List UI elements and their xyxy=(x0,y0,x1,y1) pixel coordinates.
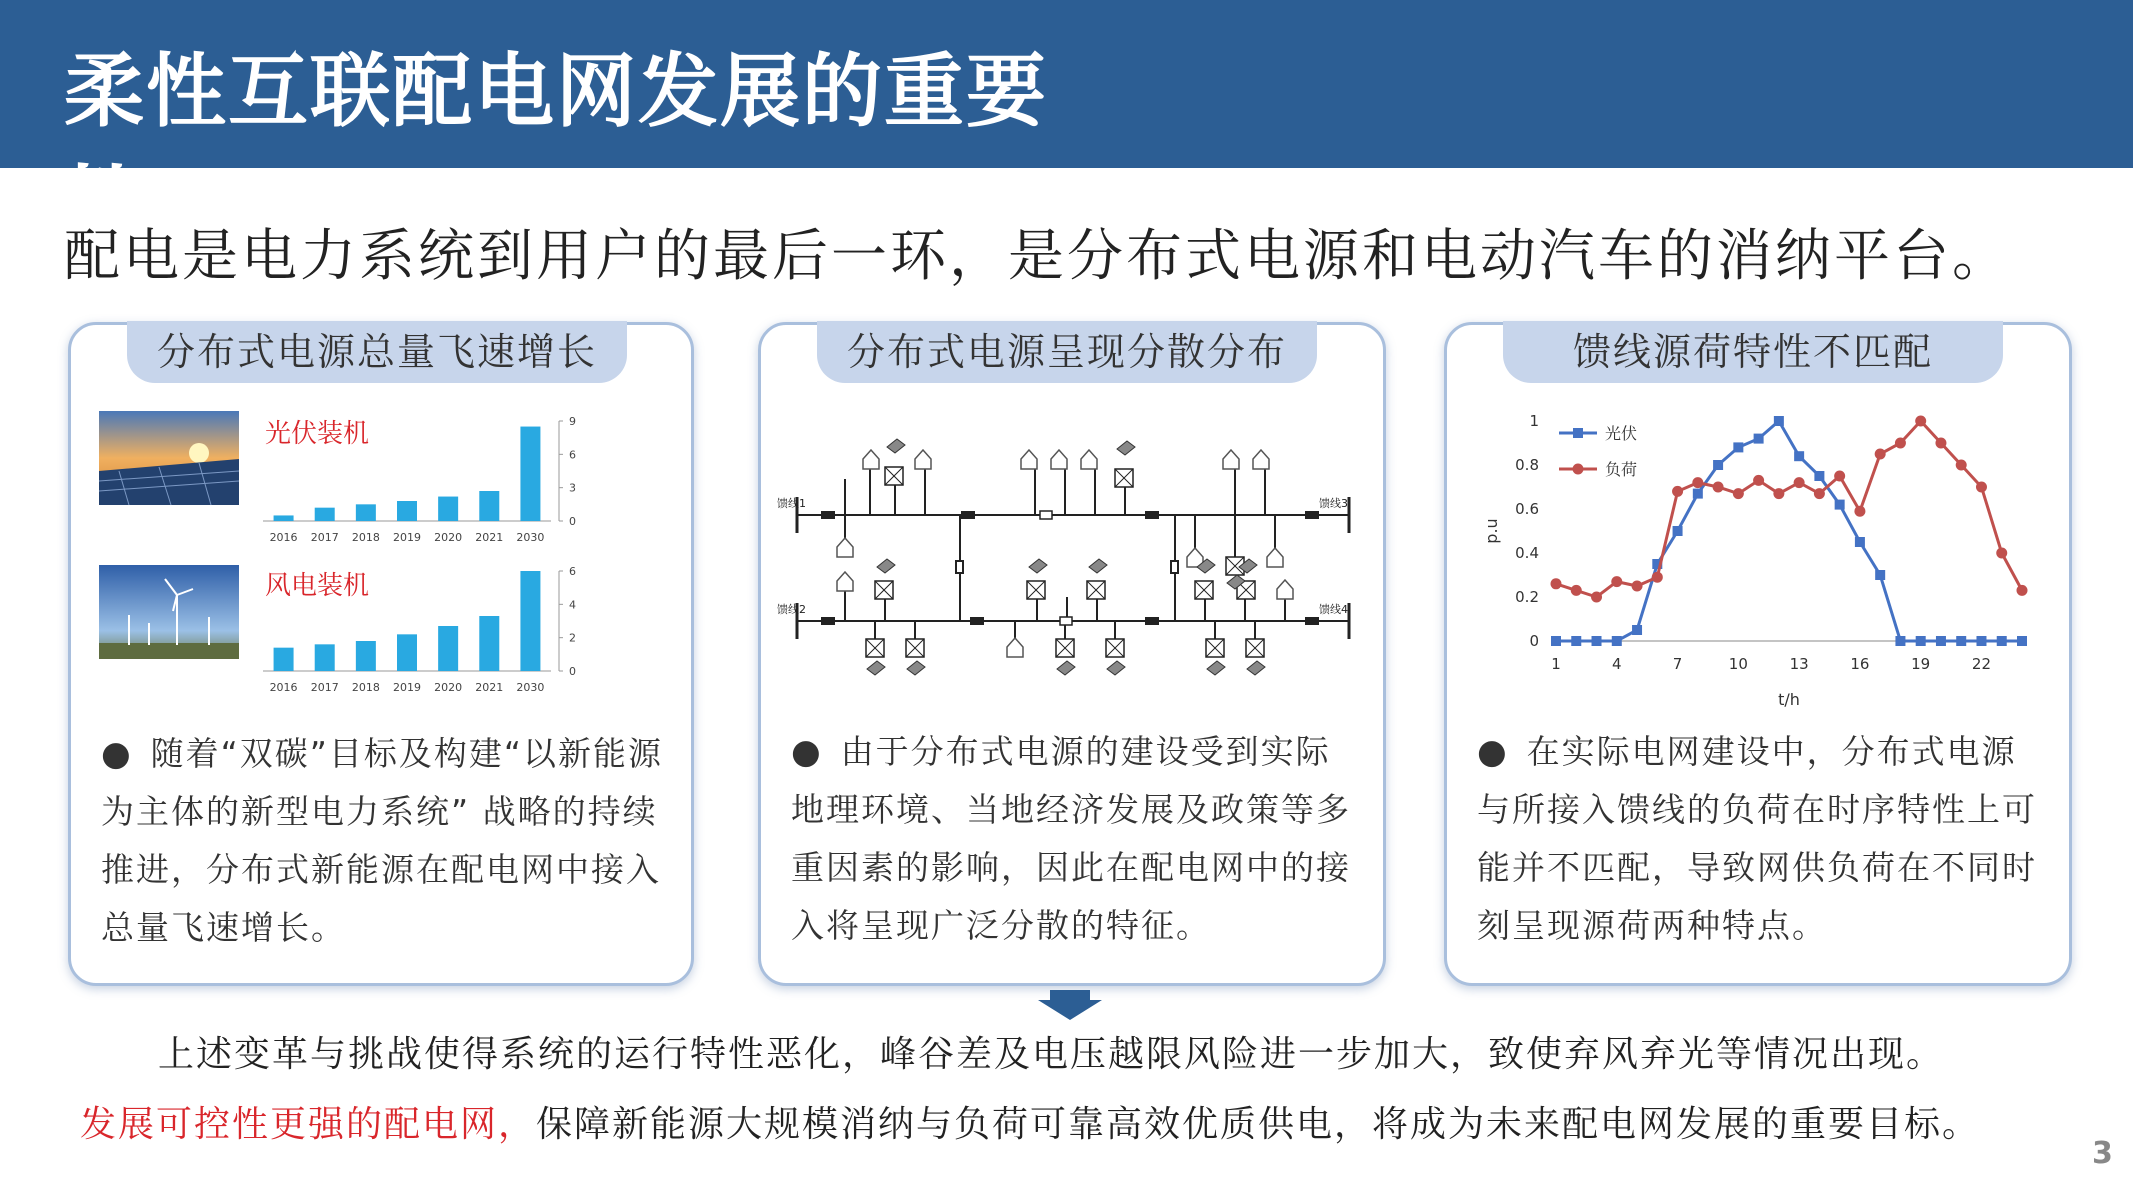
card-body xyxy=(791,723,1361,955)
line-y-axis-label: p.u xyxy=(1482,518,1501,544)
headline: 配电是电力系统到用户的最后一环，是分布式电源和电动汽车的消纳平台。 xyxy=(64,224,2011,289)
wind-bar xyxy=(397,634,417,671)
wind-x-tick-label: 2020 xyxy=(434,681,463,694)
page-number: 3 xyxy=(2092,1136,2113,1171)
wind-y-tick-label: 2 xyxy=(569,631,576,645)
data-point xyxy=(1997,636,2007,646)
data-point xyxy=(2017,636,2027,646)
feeder-label-3: 馈线3 xyxy=(1319,497,1348,510)
data-point xyxy=(1753,475,1764,486)
data-point xyxy=(1814,471,1824,481)
data-point xyxy=(1713,460,1723,470)
conclusion-highlight: 发展可控性更强的配电网， xyxy=(80,1104,537,1145)
pv-load-line-chart xyxy=(1467,409,2047,709)
pv-x-tick-label: 2020 xyxy=(434,531,463,544)
line-x-tick-label: 16 xyxy=(1850,655,1870,673)
line-y-tick-label: 0.4 xyxy=(1515,544,1539,562)
card-growth xyxy=(68,322,694,986)
pv-bar xyxy=(356,504,376,521)
title-bar xyxy=(0,0,2133,250)
pv-x-tick-label: 2019 xyxy=(393,531,421,544)
pv-x-tick-label: 2030 xyxy=(516,531,545,544)
pv-x-tick-label: 2021 xyxy=(475,531,504,544)
data-point xyxy=(1652,572,1663,583)
wind-x-tick-label: 2018 xyxy=(351,681,380,694)
data-point xyxy=(1794,451,1804,461)
line-y-tick-label: 0.8 xyxy=(1515,456,1539,474)
data-point xyxy=(1835,500,1845,510)
line-y-tick-label: 0 xyxy=(1529,632,1539,650)
line-x-tick-label: 19 xyxy=(1911,655,1931,673)
data-point xyxy=(1855,537,1865,547)
page-title: 柔性互联配电网发展的重要性 xyxy=(64,45,1048,250)
wind-x-tick-label: 2019 xyxy=(393,681,421,694)
feeder-label-1: 馈线1 xyxy=(777,497,806,510)
pv-bar xyxy=(438,497,458,521)
data-point xyxy=(1875,449,1886,460)
pv-bar xyxy=(520,427,540,521)
bullet-icon: ● xyxy=(791,732,823,772)
legend-marker xyxy=(1573,464,1584,475)
data-point xyxy=(1915,416,1926,427)
line-y-tick-label: 1 xyxy=(1529,412,1539,430)
data-point xyxy=(1612,636,1622,646)
line-x-tick-label: 4 xyxy=(1612,655,1622,673)
data-point xyxy=(1571,585,1582,596)
line-x-tick-label: 1 xyxy=(1551,655,1561,673)
line-y-tick-label: 0.6 xyxy=(1515,500,1539,518)
card-mismatch xyxy=(1444,322,2072,986)
bullet-icon: ● xyxy=(101,734,133,774)
data-point xyxy=(2017,585,2028,596)
legend-marker xyxy=(1573,428,1583,438)
card-body xyxy=(1477,723,2047,955)
data-point xyxy=(1733,442,1743,452)
bullet-icon: ● xyxy=(1477,732,1509,772)
pv-install-label: 光伏装机 xyxy=(265,419,370,449)
wind-bar xyxy=(315,644,335,671)
down-arrow-icon xyxy=(1038,990,1102,1020)
card-distribution xyxy=(758,322,1386,986)
pv-bar xyxy=(274,515,294,521)
data-point xyxy=(1773,488,1784,499)
data-point xyxy=(1611,576,1622,587)
feeder-label-4: 馈线4 xyxy=(1319,603,1348,616)
card-body xyxy=(101,725,671,957)
card-tab: 馈线源荷特性不匹配 xyxy=(1503,321,2003,383)
line-x-axis-label: t/h xyxy=(1778,690,1800,709)
pv-x-tick-label: 2017 xyxy=(310,531,339,544)
wind-y-tick-label: 4 xyxy=(569,598,576,612)
wind-y-tick-label: 6 xyxy=(569,565,576,578)
data-point xyxy=(1935,438,1946,449)
conclusion-line-2 xyxy=(80,1096,1980,1147)
data-point xyxy=(1976,482,1987,493)
card-body-text: 由于分布式电源的建设受到实际地理环境、当地经济发展及政策等多重因素的影响，因此在配电网中的接入将呈现广泛分散的特征。 xyxy=(791,732,1351,945)
data-point xyxy=(1895,636,1905,646)
data-point xyxy=(1956,636,1966,646)
card-tab: 分布式电源总量飞速增长 xyxy=(127,321,627,383)
line-x-tick-label: 22 xyxy=(1971,655,1992,673)
data-point xyxy=(1673,526,1683,536)
data-point xyxy=(1854,506,1865,517)
series-line-load xyxy=(1556,421,2022,597)
data-point xyxy=(1632,581,1643,592)
data-point xyxy=(1956,460,1967,471)
wind-bar xyxy=(274,648,294,671)
pv-bar xyxy=(397,501,417,521)
legend-label: 光伏 xyxy=(1605,424,1638,443)
wind-bar xyxy=(479,616,499,671)
data-point xyxy=(1551,636,1561,646)
data-point xyxy=(1632,625,1642,635)
data-point xyxy=(1996,548,2007,559)
conclusion-rest: 保障新能源大规模消纳与负荷可靠高效优质供电，将成为未来配电网发展的重要目标。 xyxy=(536,1104,1981,1145)
wind-bar xyxy=(356,641,376,671)
data-point xyxy=(1754,434,1764,444)
data-point xyxy=(1733,488,1744,499)
data-point xyxy=(1693,489,1703,499)
data-point xyxy=(1814,488,1825,499)
pv-y-tick-label: 3 xyxy=(569,481,576,495)
wind-x-tick-label: 2021 xyxy=(475,681,504,694)
data-point xyxy=(1571,636,1581,646)
line-x-tick-label: 7 xyxy=(1672,655,1683,673)
card-body-text: 在实际电网建设中，分布式电源与所接入馈线的负荷在时序特性上可能并不匹配，导致网供负荷在不同时刻呈现源荷两种特点。 xyxy=(1477,732,2037,945)
line-x-tick-label: 10 xyxy=(1728,655,1748,673)
wind-bar xyxy=(438,626,458,671)
wind-farm-photo xyxy=(99,565,239,659)
solar-panel-photo xyxy=(99,411,239,505)
card-tab: 分布式电源呈现分散分布 xyxy=(817,321,1317,383)
pv-bar-chart xyxy=(251,411,671,544)
wind-y-tick-label: 0 xyxy=(569,665,576,678)
pv-y-tick-label: 0 xyxy=(569,515,576,528)
data-point xyxy=(1713,482,1724,493)
line-y-tick-label: 0.2 xyxy=(1515,588,1539,606)
pv-y-tick-label: 9 xyxy=(569,415,576,428)
data-point xyxy=(1834,471,1845,482)
data-point xyxy=(1895,438,1906,449)
data-point xyxy=(1592,636,1602,646)
pv-x-tick-label: 2016 xyxy=(269,531,298,544)
line-x-tick-label: 13 xyxy=(1789,655,1809,673)
wind-bar xyxy=(520,571,540,671)
data-point xyxy=(1551,578,1562,589)
wind-x-tick-label: 2016 xyxy=(269,681,298,694)
feeder-network-diagram xyxy=(775,407,1369,697)
wind-bar-chart xyxy=(251,561,671,694)
card-body-text: 随着“双碳”目标及构建“以新能源为主体的新型电力系统” 战略的持续推进，分布式新能源在配电网中接入总量飞速增长。 xyxy=(101,734,663,947)
data-point xyxy=(1875,570,1885,580)
feeder-label-2: 馈线2 xyxy=(777,603,806,616)
legend-label: 负荷 xyxy=(1605,460,1638,479)
wind-x-tick-label: 2030 xyxy=(516,681,545,694)
pv-y-tick-label: 6 xyxy=(569,448,576,462)
data-point xyxy=(1916,636,1926,646)
pv-bar xyxy=(315,508,335,521)
data-point xyxy=(1936,636,1946,646)
conclusion-line-1: 上述变革与挑战使得系统的运行特性恶化，峰谷差及电压越限风险进一步加大，致使弃风弃光等情况出现。 xyxy=(158,1034,1945,1075)
wind-x-tick-label: 2017 xyxy=(310,681,339,694)
pv-x-tick-label: 2018 xyxy=(351,531,380,544)
data-point xyxy=(1976,636,1986,646)
data-point xyxy=(1591,592,1602,603)
wind-install-label: 风电装机 xyxy=(265,571,370,601)
data-point xyxy=(1774,416,1784,426)
pv-bar xyxy=(479,491,499,521)
data-point xyxy=(1692,477,1703,488)
data-point xyxy=(1672,486,1683,497)
data-point xyxy=(1794,477,1805,488)
